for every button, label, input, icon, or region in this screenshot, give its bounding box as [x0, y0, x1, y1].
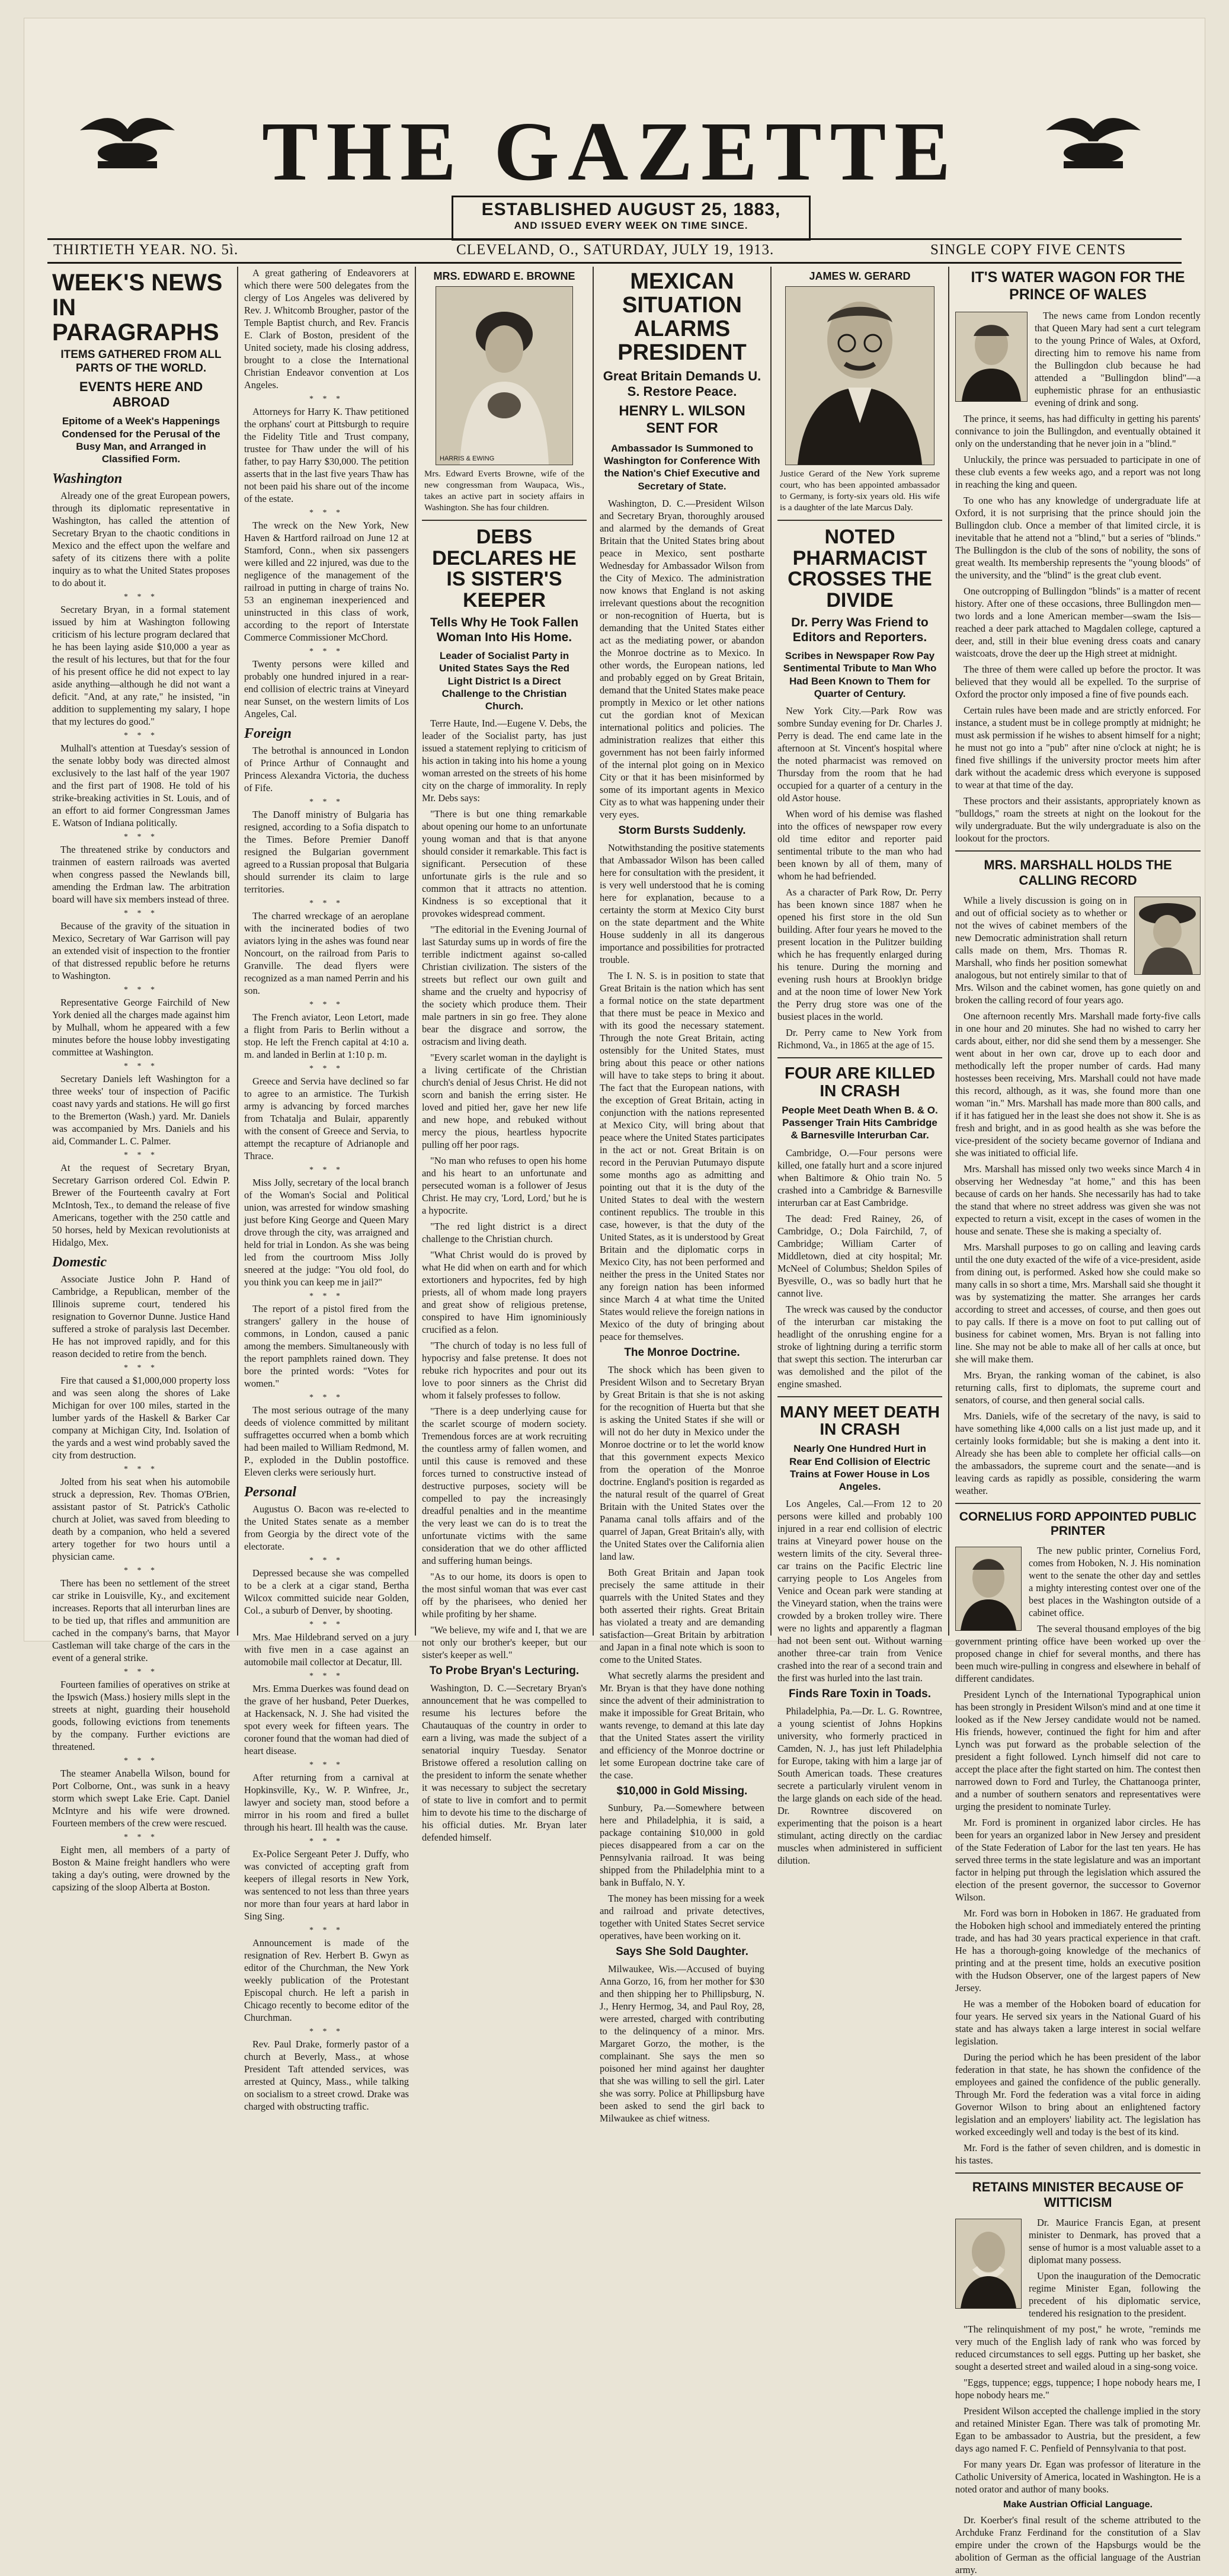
- article-paragraph: Associate Justice John P. Hand of Cambridge, a Republican, member of the Illinois supreme court, tendered his resignation to Governor Dunne. Justice Hand suffered a stroke of paralysis last December. He has not improved rapidly, and for this reason decided to retire from the bench.: [52, 1273, 230, 1360]
- portrait-name-gerard: JAMES W. GERARD: [809, 270, 911, 282]
- section-personal: Personal: [244, 1484, 297, 1500]
- woman-portrait-icon: [1135, 897, 1200, 974]
- column-3: [422, 267, 587, 1844]
- article-paragraph: New York City.—Park Row was sombre Sunday evening for Dr. Charles J. Perry is dead. The end came late in the afternoon at St. Vincent's hospital where the noted pharmacist was removed on Thursday from the room that he had occupied for a quarter of a century in the old Astor house.: [777, 705, 942, 804]
- article-paragraph: There has been no settlement of the street car strike in Louisville, Ky., and excitement increases. Reports that all interurban lines are to be tied up, that rifles and ammunition are cached in the company's barns, that Mayor Castleman will take charge of the cars in the event of a general strike.: [52, 1577, 230, 1664]
- article-paragraph: As a character of Park Row, Dr. Perry has been known since 1887 when he opened his first store in the old Sun building. After four years he moved to the present location in the Pulitzer building which he has frequently enlarged during his tenure. During the morning and evening rush hours at Brooklyn bridge and at the noon time of lower New York the Perry drug store was one of the busiest places in the world.: [777, 887, 942, 1023]
- subhead-events: EVENTS HERE AND ABROAD: [79, 379, 203, 409]
- article-paragraph: Cambridge, O.—Four persons were killed, one fatally hurt and a score injured when Baltimore & Ohio train No. 5 crashed into a Cambridge & Barnesville interurban car at East Cambridge.: [777, 1147, 942, 1208]
- deck-four-killed: People Meet Death When B. & O. Passenger Train Hits Cambridge & Barnesville Interurban Car.: [782, 1104, 938, 1141]
- eagle-emblem-icon: [77, 107, 178, 172]
- article-paragraph: Secretary Bryan, in a formal statement issued by him at Washington following criticism of his lecture program declared that he has been laying aside $10,000 a year as the result of his lectures, but that for the four of his present office he did not expect to lay aside anything—although he did not want a deficit. "And, at any rate," he insisted, "in addition to supplementing my salary, I hope that my lectures do good.": [52, 604, 230, 728]
- article-paragraph: "There is a deep underlying cause for the scarlet scourge of modern society. Tremendous forces are at work recruiting the countless army of fallen women, and until this cause is removed and these forces turned to constructive instead of destructive purposes, society will be compelled to pay the increasingly dreadful penalties and in the meantime the very least we can do is to treat the unfortunate victims with the same consideration that we do other afflicted and suffering human beings.: [422, 1406, 587, 1567]
- column-4: [600, 267, 764, 2124]
- article-paragraph: The betrothal is announced in London of Prince Arthur of Connaught and Princess Alexandra Victoria, the duchess of Fife.: [244, 745, 409, 793]
- article-paragraph: Depressed because she was compelled to be a clerk at a cigar stand, Bertha Wilcox committed suicide near Golden, Col., a suburb of Denver, by shooting.: [244, 1567, 409, 1616]
- article-paragraph: Certain rules have been made and are strictly enforced. For instance, a student must be in college promptly at midnight; he must ask permission if he wishes to absent himself for a night; he must not go into a "pub" after nine o'clock at night; he is fined five shillings if the university proctor meets him after dark without the academic dress which everyone is supposed to wear at that time of the day.: [955, 705, 1201, 791]
- subhead-storm: Storm Bursts Suddenly.: [618, 824, 746, 837]
- article-paragraph: Los Angeles, Cal.—From 12 to 20 persons were killed and probably 100 injured in a rear end collision of electric trains at Vineyard power house on the western limits of the city. Several three-car trains on the Pacific Electric line carrying people to Los Angeles from Venice and Ocean park were standing at the Vineyard station, when the trains were crowded by a broken trolley wire. There were no lights and apparently a flagman had not been sent out. Without warning another three-car train from Venice crashed into the rear of a second train and the first was hurled into the last train.: [777, 1498, 942, 1684]
- section-domestic: Domestic: [52, 1255, 107, 1271]
- issued-line: AND ISSUED EVERY WEEK ON TIME SINCE.: [514, 220, 748, 231]
- article-paragraph: Mrs. Mae Hildebrand served on a jury with five men in a case against an automobile mail collector at Decatur, Ill.: [244, 1631, 409, 1668]
- article-paragraph: Unluckily, the prince was persuaded to participate in one of these club events a few weeks ago, and a report was not long in reaching the king and queen.: [955, 454, 1201, 490]
- caption-gerard: Justice Gerard of the New York supreme court, who has been appointed ambassador to Germany, is forty-six years old. His wife is a daughter of the late Marcus Daly.: [780, 469, 940, 513]
- article-paragraph: "The editorial in the Evening Journal of last Saturday sums up in words of fire the terrible indictment against so-called Christian civilization. The sisters of the streets but reflect our own guilt and shame and the cruelty and hypocrisy of the society which produce them. Their male partners in sin go free. They alone bear the disgrace and sorrow, the ostracism and living death.: [422, 924, 587, 1048]
- article-paragraph: These proctors and their assistants, appropriately known as "bulldogs," roam the streets at night on the lookout for the wily undergraduate. But the wily undergraduate is also on the lookout for the proctors.: [955, 795, 1201, 844]
- article-paragraph: Philadelphia, Pa.—Dr. L. G. Rowntree, a young scientist of Johns Hopkins university, who formerly practiced in Camden, N. J., has just left Philadelphia for Europe, taking with him a large jar of South American toads. These creatures secrete a particularly virulent venom in the large glands on each side of the head. Dr. Rowntree discovered on experimenting that the poison is a heart stimulant, acting directly on the cardiac muscles when administered in sufficient dilution.: [777, 1705, 942, 1867]
- subhead-wilson-sent-for: HENRY L. WILSON SENT FOR: [619, 403, 745, 437]
- article-paragraph: The report of a pistol fired from the strangers' gallery in the house of commons, in London, caused a panic among the members. Simultaneously with the report pamphlets rained down. They bore the printed words: "Votes for women.": [244, 1303, 409, 1389]
- article-paragraph: Jolted from his seat when his automobile struck a depression, Rev. Thomas O'Brien, assistant pastor of St. Patrick's Catholic church at Joliet, was saved from bleeding to death by a companion, who held a severed artery together for two hours until a physician came.: [52, 1476, 230, 1563]
- article-paragraph: After returning from a carnival at Hopkinsville, Ky., W. P. Winfree, Jr., lawyer and society man, stood before a mirror in his room and fired a bullet through his heart. Ill health was the cause.: [244, 1772, 409, 1833]
- article-paragraph: Greece and Servia have declined so far to agree to an armistice. The Turkish army is advancing by forced marches from Tchatalja and Bulair, apparently with the consent of Greece and Servia, to attempt the recapture of Adrianople and Thrace.: [244, 1076, 409, 1161]
- article-paragraph: The several thousand employes of the big government printing office have been worked up over the proposed change in chief for several months, and there has been much wire-pulling in congress and elsewhere in behalf of different candidates.: [955, 1623, 1201, 1684]
- article-paragraph: Both Great Britain and Japan took precisely the same attitude in their quarrels with the United States and they both asserted their rights. Great Britain has violated a treaty and are demanding satisfaction—Great Britain by arbitration and Japan in a final note which is soon to come to the United States.: [600, 1566, 764, 1665]
- article-paragraph: One outcropping of Bullingdon "blinds" is a matter of recent history. After one of these occasions, three Bullingdon men—two lords and a lone American member—swam the Isis—reached a deer park attached to Magdalen college, captured a deer, and, still in their blue evening dress coats and canary waistcoats, drove the deer up the High street at midnight.: [955, 585, 1201, 659]
- article-paragraph: "The red light district is a direct challenge to the Christian church.: [422, 1221, 587, 1245]
- article-paragraph: Miss Jolly, secretary of the local branch of the Woman's Social and Political union, was arrested for window smashing just before King George and Queen Mary drove through the city, was arraigned and held for trial in London. As she was being led from the courtroom Miss Jolly sneered at the judge: "You old fool, do you think you can keep me in jail?": [244, 1177, 409, 1288]
- article-paragraph: At the request of Secretary Bryan, Secretary Garrison ordered Col. Edwin P. Brewer of the Fourteenth cavalry at Fort McIntosh, Tex., to demand the release of five Americans, together with the 250 cattle and 50 horses, held by Mexican revolutionists at Hidalgo, Mex.: [52, 1162, 230, 1249]
- article-paragraph: Secretary Daniels left Washington for a three weeks' tour of inspection of Pacific coast navy yards and stations. He will go first to the Bremerton (Wash.) yard. Mr. Daniels was accompanied by Mrs. Daniels and his aid, Commander L. C. Palmer.: [52, 1073, 230, 1147]
- portrait-gerard: [785, 286, 934, 465]
- newspaper-title: THE GAZETTE: [262, 104, 959, 198]
- article-paragraph: One afternoon recently Mrs. Marshall made forty-five calls in one hour and 20 minutes. She had no wished to carry her cards about, either, nor did she send them by a messenger. She went about in her own car, drove up to each door and methodically left the proper number of cards. Had many hostesses been receiving, Mrs. Marshall could not have made this record, although, as it was, she found more than one woman "in." Mrs. Marshall has made more than 800 calls, and if it has fatigued her in the least she does not show it. She is as fresh and bright, and in as good health as she was before the vice-president of the society became governor of Indiana and she was initiated to official life.: [955, 1010, 1201, 1159]
- article-paragraph: Mrs. Marshall purposes to go on calling and leaving cards until the one duty exacted of the wife of a vice-president, aside from dining out, is performed. Asked how she could make so many calls in so short a time, Mrs. Marshall said she thought it was by systematizing the matter. She arranges her cards according to street and accesses, of course, and then goes out to pay calls. If there is a move on foot to put calling out of business for cabinet women, Mrs. Bryan is not falling into line. She may not be able to make all of her calls at once, but she will make them.: [955, 1241, 1201, 1365]
- article-paragraph: To one who has any knowledge of undergraduate life at Oxford, it is not surprising that the prince should join the Bullingdon club. Once a member of that limited circle, it is inevitable that he attend not a "blind," but a series of "blinds." The Bullingdon is the club of the sons of nobility, the sons of great wealth. Its membership represents the "young bloods" of the university, and the "blind" is the great club event.: [955, 495, 1201, 581]
- article-paragraph: The shock which has been given to President Wilson and to Secretary Bryan by Great Britain is that she is not asking for the recognition of Huerta but that she is asking the United States if she will or will not do her duty in Mexico under the Monroe doctrine or to let the world know that this government expects Mexico from the operation of the Monroe doctrine. England's position is regarded as the natural result of the quarrel of Great Britain with the United States over the Panama canal tolls affairs and of the quarrel of Japan, Great Britain's ally, with the United States over the California alien land law.: [600, 1364, 764, 1562]
- article-paragraph: Already one of the great European powers, through its diplomatic representative in Washington, has called the attention of Secretary Bryan to the chaotic conditions in Mexico and the effect upon the welfare and safety of its citizens there with a polite inquiry as to what the United States proposes to do about it.: [52, 490, 230, 589]
- article-paragraph: "Every scarlet woman in the daylight is a living certificate of the Christian church's denial of Jesus Christ. He did not scorn and banish the erring sister. He loved and pitied her, gave her new life and new hope, and rebuked without mercy the pious, heartless hypocrite pulling off her poor rags.: [422, 1052, 587, 1151]
- article-paragraph: Dr. Maurice Francis Egan, at present minister to Denmark, has proved that a sense of humor is a most valuable asset to a diplomat many possess.: [1029, 2217, 1201, 2265]
- man-portrait-icon: [956, 1547, 1021, 1630]
- column-rule: [237, 267, 238, 1636]
- subhead-items: ITEMS GATHERED FROM ALL PARTS OF THE WORLD.: [60, 348, 222, 375]
- article-paragraph: The prince, it seems, has had difficulty in getting his parents' connivance to join the Bullingdon, and eventually obtained it only on the understanding that he never join in a "blind.": [955, 413, 1201, 449]
- section-washington: Washington: [52, 471, 123, 487]
- column-1: WEEK'S NEWS IN PARAGRAPHS ITEMS GATHERED FROM ALL PARTS OF THE WORLD. EVENTS HERE AND ABROAD Epitome of a Week's Happenings Condensed for the Perusal of the Busy Man, and Arranged in Classified Form. Washington Already one of the great European powers, through its diplomatic representative in Washington, has called the attention of Secretary Bryan to the chaotic conditions in Mexico and the effect upon the welfare and safety of its citizens there with a polite inquiry as to what the United States proposes to do about it. * * * Secretary Bryan, in a formal statement issued by him at Washington following criticism of his lecture program declared that he has been laying aside $10,000 a year as the result of his lectures, but that for the four of his present office he did not expect to lay aside anything—although he did not want a deficit. "And, at any rate," he insisted, "in addition to supplementing my salary, I hope that my lectures do good." * * * Mulhall's attention at Tuesday's session of the senate lobby body was directed almost exclusively to the last half of the year 1907 and the first part of 1908. He told of his strike-breaking activities in St. Louis, and of an effort to aid former Congressman James E. Watson of Indiana politically. * * * The threatened strike by conductors and trainmen of eastern railroads was averted when congress passed the Newlands bill, amending the Erdman law. The arbitration board will have six members instead of three. * * * Because of the gravity of the situation in Mexico, Secretary of War Garrison will pay an extended visit of inspection to the frontier of that distressed republic before he returns to Washington. * * * Representative George Fairchild of New York denied all the charges made against him by Mulhall, whom he appeared with a few minutes before the house lobby investigating committee at Washington. * * * Secretary Daniels left Washington for a three weeks' tour of inspection of Pacific coast navy yards and stations. He will go first to the Bremerton (Wash.) yard. Mr. Daniels was accompanied by Mrs. Daniels and his aid, Commander L. C. Palmer. * * * At the request of Secretary Bryan, Secretary Garrison ordered Col. Edwin P. Brewer of the Fourteenth cavalry at Fort McIntosh, Tex., to demand the release of five Americans, together with the 250 cattle and 50 horses, held by Mexican revolutionists at Hidalgo, Mex. Domestic Associate Justice John P. Hand of Cambridge, a Republican, member of the Illinois supreme court, tendered his resignation to Governor Dunne. Justice Hand suffered a stroke of paralysis last December. He has not improved rapidly, and for this reason decided to retire from the bench. * * * Fire that caused a $1,000,000 property loss and was seen along the shores of Lake Michigan for over 100 miles, started in the lumber yards of the Haskell & Barker Car company at Michigan City, Ind. Isolation of the yards and a west wind probably saved the city from destruction. * * * Jolted from his seat when his automobile struck a depression, Rev. Thomas O'Brien, assistant pastor of St. Patrick's Catholic church at Joliet, was saved from bleeding to death by a companion, who held a severed artery together for two hours until a physician came. * * * There has been no settlement of the street car strike in Louisville, Ky., and excitement increases. Reports that all interurban lines are to be tied up, that rifles and ammunition are cached in the company's barns, that Mayor Castleman will take charge of the cars in the event of a general strike. * * * Fourteen families of operatives on strike at the Ipswich (Mass.) hosiery mills slept in the streets at night, guarding their household goods, following evictions from tenements by the company. Further evictions are threatened. * * * The steamer Anabella Wilson, bound for Port Colborne, Ont., was sunk in a heavy storm which swept Lake Erie. Capt. Daniel McIntyre and his wife were drowned. Fourteen members of the crew were rescued. * * * Eight men, all members of a party of Boston & Maine freight handlers who were taking a day's outing, were drowned by the capsizing of the sloop Alberta at Boston.: [52, 270, 230, 1893]
- article-paragraph: "No man who refuses to open his home and his heart to an unfortunate and persecuted woman is a follower of Jesus Christ. He may cry, 'Lord, Lord,' but he is a hypocrite.: [422, 1155, 587, 1217]
- article-paragraph: Mrs. Bryan, the ranking woman of the cabinet, is also returning calls, first to diplomats, the supreme court and senators, of course, and then general social calls.: [955, 1369, 1201, 1406]
- column-rule: [770, 267, 772, 1636]
- year-number: THIRTIETH YEAR. NO. 5ì.: [53, 242, 239, 258]
- deck-perry: Scribes in Newspaper Row Pay Sentimental Tribute to Man Who Had Been Known to Them for Quarter of Century.: [783, 650, 937, 699]
- portrait-ford: [955, 1547, 1022, 1631]
- article-paragraph: Upon the inauguration of the Democratic regime Minister Egan, following the precedent of his diplomatic service, tendered his resignation to the president.: [1029, 2270, 1201, 2319]
- deck-many-meet-death: Nearly One Hundred Hurt in Rear End Collision of Electric Trains at Fower House in Los Angeles.: [789, 1443, 931, 1493]
- portrait-egan: [955, 2219, 1022, 2309]
- woman-portrait-icon: [436, 287, 572, 465]
- subhead-sold-daughter: Says She Sold Daughter.: [616, 1945, 748, 1959]
- subhead-gold-missing: $10,000 in Gold Missing.: [616, 1784, 748, 1797]
- article-paragraph: The wreck was caused by the conductor of the interurban car mistaking the headlight of the onrushing engine for a stroke of lightning during a terrific storm that swept this section. The interurban car was demolished and the pilot of the engine smashed.: [777, 1303, 942, 1390]
- subhead-perry: Dr. Perry Was Friend to Editors and Reporters.: [791, 615, 929, 644]
- man-portrait-icon: [956, 312, 1027, 401]
- deck-debs: Leader of Socialist Party in United States Says the Red Light District Is a Direct Challenge to the Christian Church.: [439, 650, 570, 712]
- deck-ambassador: Ambassador Is Summoned to Washington for Conference With the Nation's Chief Executive and Secretary of State.: [604, 442, 760, 492]
- article-paragraph: When word of his demise was flashed into the offices of newspaper row every old time editor and reporter paid sentimental tribute to the man who had been known by all of them, many of whom he had befriended.: [777, 808, 942, 882]
- man-portrait-icon: [956, 2219, 1021, 2308]
- portrait-marshall: [1134, 897, 1201, 975]
- subhead-debs: Tells Why He Took Fallen Woman Into His Home.: [430, 615, 579, 644]
- article-paragraph: The wreck on the New York, New Haven & Hartford railroad on June 12 at Stamford, Conn., when six passengers were killed and 22 injured, was due to the negligence of the management of the railroad in putting in charge of trains No. 53 an engineman inexperienced and uninstructed in this class of work, according to the report of Interstate Commerce Commissioner McChord.: [244, 520, 409, 643]
- subhead-toxin: Finds Rare Toxin in Toads.: [789, 1688, 931, 1701]
- headline-pharmacist: NOTED PHARMACIST CROSSES THE DIVIDE: [788, 526, 932, 612]
- article-paragraph: The I. N. S. is in position to state that Great Britain is the nation which has sent a formal notice on the state department that there must be peace in Mexico and with its good the necessary statement. Through the note Great Britain, acting ostensibly for the United States, must bring about this peace or other nations will have to take steps to bring it about. The fact that the European nations, with the exception of Great Britain, acting in conjunction with the nations represented at Mexico City, will bring about that peace where the United States participates in the act or not. Great Britain is on record in the Peruvian Putumayo dispute some months ago as admitting and pointing out that it is the duty of the United States to deal with the western continent republics. The trouble in this case, however, is that the duty of the United States, as it is understood by Great Britain and the diplomatic corps in Mexico City, has not been performed and neither the press in the United States nor any foreign nation has been informed since March 4 at what time the United States would relieve the foreign nations in Mexico of the duty of bringing about peace for themselves.: [600, 969, 764, 1342]
- article-paragraph: Mrs. Daniels, wife of the secretary of the navy, is said to have something like 4,000 calls on a list just made up, and it certainly looks formidable; but she is making a dent into it. Already she has been able to complete her official calls—on the ambassadors, the supreme court and the senate—and is leaving cards as rapidly as possible, considering the warm weather.: [955, 1410, 1201, 1496]
- article-paragraph: The charred wreckage of an aeroplane with the incinerated bodies of two aviators lying in the ashes was found near Noncourt, on the railroad from Paris to Granville. The dead flyers were recognized as a man named Perrin and his son.: [244, 910, 409, 996]
- article-paragraph: "We believe, my wife and I, that we are not only our brother's keeper, but our sister's keeper as well.": [422, 1624, 587, 1661]
- article-paragraph: "Eggs, tuppence; eggs, tuppence; I hope nobody hears me, I hope nobody hears me.": [955, 2377, 1201, 2401]
- section-foreign: Foreign: [244, 726, 292, 741]
- article-paragraph: The most serious outrage of the many deeds of violence committed by militant suffragettes occurred when a bomb which had been mailed to William Redmond, M. P., exploded in the Dublin postoffice. Eleven clerks were seriously hurt.: [244, 1404, 409, 1478]
- column-5: [777, 267, 942, 1867]
- article-paragraph: Mr. Ford is the father of seven children, and is domestic in his tastes.: [955, 2142, 1201, 2166]
- article-paragraph: While a lively discussion is going on in and out of official society as to whether or not the wives of cabinet members of the new Democratic administration shall return calls made on them, Mrs. Thomas R. Marshall, who finds her position somewhat analogous, but not entirely similar to that of Mrs. Wilson and the cabinet women, has gone quietly on and broken the calling record of four years ago.: [955, 895, 1201, 1006]
- article-paragraph: "The relinquishment of my post," he wrote, "reminds me very much of the English lady of rank who was forced by reduced circumstances to sell eggs. Putting up her basket, she sought a deserted street and wailed aloud in a sing-song voice.: [955, 2324, 1201, 2372]
- column-6: [955, 267, 1201, 2576]
- article-paragraph: Eight men, all members of a party of Boston & Maine freight handlers who were taking a day's outing, were drowned by the capsizing of the sloop Alberta at Boston.: [52, 1844, 230, 1893]
- article-paragraph: The three of them were called up before the proctor. It was believed that they would all be expelled. To the surprise of Oxford the proctor only imposed a fine of five pounds each.: [955, 664, 1201, 700]
- article-paragraph: The French aviator, Leon Letort, made a flight from Paris to Berlin without a stop. He left the French capital at 4:10 a. m. and landed in Berlin at 1:10 p. m.: [244, 1012, 409, 1060]
- article-paragraph: Announcement is made of the resignation of Rev. Herbert B. Gwyn as editor of the Churchman, the New York weekly publication of the Protestant Episcopal church. He left a parish in Chicago recently to become editor of the Churchman.: [244, 1937, 409, 2023]
- article-paragraph: Fourteen families of operatives on strike at the Ipswich (Mass.) hosiery mills slept in the streets at night, guarding their household goods, following evictions from tenements by the company. Further evictions are threatened.: [52, 1679, 230, 1753]
- article-paragraph: Mrs. Emma Duerkes was found dead on the grave of her husband, Peter Duerkes, at Hackensack, N. J. She had visited the spot every week for fifteen years. The coroner found that the woman had died of heart disease.: [244, 1683, 409, 1756]
- established-line: ESTABLISHED AUGUST 25, 1883,: [481, 200, 781, 219]
- article-paragraph: The money has been missing for a week and railroad and private detectives, together with United States Secret service operatives, have been working on it.: [600, 1893, 764, 1942]
- masthead: [24, 18, 1205, 231]
- eagle-emblem-icon: [1043, 107, 1144, 172]
- place-date: CLEVELAND, O., SATURDAY, JULY 19, 1913.: [456, 242, 774, 258]
- article-paragraph: Augustus O. Bacon was re-elected to the United States senate as a member from Georgia by the direct vote of the electorate.: [244, 1503, 409, 1552]
- headline-four-killed: FOUR ARE KILLED IN CRASH: [784, 1064, 936, 1100]
- article-paragraph: Mulhall's attention at Tuesday's session of the senate lobby body was directed almost exclusively to the last half of the year 1907 and the first part of 1908. He told of his strike-breaking activities in St. Louis, and of an effort to aid former Congressman James E. Watson of Indiana politically.: [52, 743, 230, 829]
- article-paragraph: Mr. Ford was born in Hoboken in 1867. He graduated from the Hoboken high school and immediately entered the printing trade, and has had 30 years practical experience in that craft. He has a thorough-going knowledge of the mechanics of printing and at the present time, holds an executive position with the Hudson Observer, one of the largest papers of New Jersey.: [955, 1908, 1201, 1993]
- established-box: [452, 196, 811, 241]
- subhead-great-britain: Great Britain Demands U. S. Restore Peace.: [603, 368, 761, 399]
- portrait-prince: [955, 312, 1028, 402]
- column-2: A great gathering of Endeavorers at which there were 500 delegates from the clergy of Los Angeles was delivered by Rev. J. Whitcomb Brougher, pastor of the Temple Baptist church, and Rev. Francis E. Clark of Boston, president of the United society, made his closing address, brought to a close the International Christian Endeavor convention at Los Angeles. * * * Attorneys for Harry K. Thaw petitioned the orphans' court at Pittsburgh to require the Fidelity Title and Trust company, trustee for Thaw under the will of his father, to pay Harry $30,000. The petition asserts that in the last five years Thaw has not been paid his share out of the income of the estate. * * * The wreck on the New York, New Haven & Hartford railroad on June 12 at Stamford, Conn., when six passengers were killed and 22 injured, was due to the negligence of the management of the railroad in putting in charge of trains No. 53 an engineman inexperienced and uninstructed in this class of work, according to the report of Interstate Commerce Commissioner McChord. * * * Twenty persons were killed and probably one hundred injured in a rear-end collision of electric trains at Vineyard near Sunset, on the western limits of Los Angeles, Cal. Foreign The betrothal is announced in London of Prince Arthur of Connaught and Princess Alexandra Victoria, the duchess of Fife. * * * The Danoff ministry of Bulgaria has resigned, according to a Sofia dispatch to the Times. Before Premier Danoff resigned the Bulgarian government agreed to a Russian proposal that Bulgaria should surrender its claim to large territories. * * * The charred wreckage of an aeroplane with the incinerated bodies of two aviators lying in the ashes was found near Noncourt, on the railroad from Paris to Granville. The dead flyers were recognized as a man named Perrin and his son. * * * The French aviator, Leon Letort, made a flight from Paris to Berlin without a stop. He left the French capital at 4:10 a. m. and landed in Berlin at 1:10 p. m. * * * Greece and Servia have declined so far to agree to an armistice. The Turkish army is advancing by forced marches from Tchatalja and Bulair, apparently with the consent of Greece and Servia, to attempt the recapture of Adrianople and Thrace. * * * Miss Jolly, secretary of the local branch of the Woman's Social and Political union, was arrested for window smashing just before King George and Queen Mary drove through the city, was arraigned and held for trial in London. As she was being led from the courtroom Miss Jolly sneered at the judge: "You old fool, do you think you can keep me in jail?" * * * The report of a pistol fired from the strangers' gallery in the house of commons, in London, caused a panic among the members. Simultaneously with the report pamphlets rained down. They bore the printed words: "Votes for women." * * * The most serious outrage of the many deeds of violence committed by militant suffragettes occurred when a bomb which had been mailed to William Redmond, M. P., exploded in the Dublin postoffice. Eleven clerks were seriously hurt. Personal Augustus O. Bacon was re-elected to the United States senate as a member from Georgia by the direct vote of the electorate. * * * Depressed because she was compelled to be a clerk at a cigar stand, Bertha Wilcox committed suicide near Golden, Col., a suburb of Denver, by shooting. * * * Mrs. Mae Hildebrand served on a jury with five men in a case against an automobile mail collector at Decatur, Ill. * * * Mrs. Emma Duerkes was found dead on the grave of her husband, Peter Duerkes, at Hackensack, N. J. She had visited the spot every week for fifteen years. The coroner found that the woman had died of heart disease. * * * After returning from a carnival at Hopkinsville, Ky., W. P. Winfree, Jr., lawyer and society man, stood before a mirror in his room and fired a bullet through his heart. Ill health was the cause. * * * Ex-Police Sergeant Peter J. Duffy, who was convicted of accepting graft from keepers of illegal resorts in New York, was sentenced to not less than three years nor more than four years at hard labor in Sing Sing. * * * Announcement is made of the resignation of Rev. Herbert B. Gwyn as editor of the Churchman, the New York weekly publication of the Protestant Episcopal church. He left a parish in Chicago recently to become editor of the Churchman. * * * Rev. Paul Drake, formerly pastor of a church at Beverly, Mass., at whose President Taft attended services, was arrested at Quincy, Mass., while talking on socialism to a street crowd. Drake was charged with obstructing traffic.: [244, 267, 409, 2112]
- column-rule: [593, 267, 594, 1636]
- article-paragraph: "The church of today is no less full of hypocrisy and false pretense. It does not rebuke rich hypocrites and pour out its love to poor sinners as the Christ did whom it falsely professes to follow.: [422, 1340, 587, 1401]
- headline-debs: DEBS DECLARES HE IS SISTER'S KEEPER: [432, 526, 577, 612]
- deck-epitome: Epitome of a Week's Happenings Condensed for the Perusal of the Busy Man, and Arranged in Classified Form.: [62, 415, 220, 465]
- headline-retains-minister: RETAINS MINISTER BECAUSE OF WITTICISM: [972, 2180, 1184, 2210]
- headline-mrs-marshall: MRS. MARSHALL HOLDS THE CALLING RECORD: [984, 857, 1172, 888]
- article-paragraph: Mr. Ford is prominent in organized labor circles. He has been for years an organized labor in New Jersey and president of the State Federation of Labor for the last ten years. He has served three terms in the state legislature and was an important factor in helping put through the legislation which assured the election of the present governor, the successor to Governor Wilson.: [955, 1817, 1201, 1903]
- masthead-rule-bottom: [47, 262, 1182, 264]
- price: SINGLE COPY FIVE CENTS: [930, 242, 1126, 258]
- article-paragraph: Milwaukee, Wis.—Accused of buying Anna Gorzo, 16, from her mother for $30 and then shipping her to Phillipsburg, N. J., Henry Hermog, 34, and Paul Roy, 28, were arrested, charged with contributing to the delinquency of a minor. Mrs. Margaret Gorzo, the mother, is the complainant. She says the men so poisoned her mind against her daughter that she was willing to sell the girl. Later she was sorry. Police at Phillipsburg have been asked to send the girl back to Milwaukee as chief witness.: [600, 1963, 764, 2124]
- article-paragraph: For many years Dr. Egan was professor of literature in the Catholic University of America, located in Washington. He is a noted orator and author of many books.: [955, 2459, 1201, 2495]
- article-paragraph: Attorneys for Harry K. Thaw petitioned the orphans' court at Pittsburgh to require the Fidelity Title and Trust company, trustee for Thaw under the will of his father, to pay Harry $30,000. The petition asserts that in the last five years Thaw has not been paid his share out of the income of the estate.: [244, 406, 409, 504]
- photo-credit: HARRIS & EWING: [440, 455, 495, 462]
- article-paragraph: What secretly alarms the president and Mr. Bryan is that they have done nothing since the advent of their administration to make it impossible for Great Britain, who wants revenge, to demand at this late day that the United States assert the virility and efficiency of the Monroe doctrine or let some European doctrine take care of the case.: [600, 1669, 764, 1781]
- article-paragraph: The dead: Fred Rainey, 26, of Cambridge, O.; Dola Fairchild, 7, of Cambridge; William Carter of Middletown, died at city hospital; Mr. McNeel of Columbus; Sheldon Spiles of Byesville, O., was so badly hurt that he cannot live.: [777, 1212, 942, 1299]
- portrait-browne: [436, 286, 573, 465]
- headline-mexican-situation: MEXICAN SITUATION ALARMS PRESIDENT: [617, 269, 747, 365]
- article-paragraph: Rev. Paul Drake, formerly pastor of a church at Beverly, Mass., at whose President Taft attended services, was arrested at Quincy, Mass., while talking on socialism to a street crowd. Drake was charged with obstructing traffic.: [244, 2039, 409, 2112]
- subhead-bryan-lecturing: To Probe Bryan's Lecturing.: [429, 1665, 580, 1678]
- article-paragraph: Sunbury, Pa.—Somewhere between here and Philadelphia, it is said, a package containing $10,000 in gold pieces disappeared from a car on the Pennsylvania railroad. It was being shipped from the Philadelphia mint to a bank in Buffalo, N. Y.: [600, 1802, 764, 1889]
- article-paragraph: Mrs. Marshall has missed only two weeks since March 4 in observing her Wednesday "at home," and this has been because of cards on her hands. She necessarily has had to take the stand that where no street address was given she was not expected to return a visit, except in the cases of women in the house and senate. These she is making a specialty of.: [955, 1163, 1201, 1237]
- article-paragraph: Because of the gravity of the situation in Mexico, Secretary of War Garrison will pay an extended visit of inspection to the frontier of that distressed republic before he returns to Washington.: [52, 920, 230, 982]
- dateline: [47, 242, 1182, 262]
- article-paragraph: Ex-Police Sergeant Peter J. Duffy, who was convicted of accepting graft from keepers of illegal resorts in New York, was sentenced to not less than three years nor more than four years at hard labor in Sing Sing.: [244, 1848, 409, 1922]
- headline-prince-of-wales: IT'S WATER WAGON FOR THE PRINCE OF WALES: [971, 269, 1185, 303]
- masthead-rule-top: [47, 238, 1182, 240]
- headline-many-meet-death: MANY MEET DEATH IN CRASH: [780, 1402, 940, 1439]
- article-paragraph: Dr. Perry came to New York from Richmond, Va., in 1865 at the age of 15.: [777, 1027, 942, 1051]
- column-rule: [948, 267, 949, 1636]
- article-paragraph: A great gathering of Endeavorers at which there were 500 delegates from the clergy of Los Angeles was delivered by Rev. J. Whitcomb Brougher, pastor of the Temple Baptist church, and Rev. Francis E. Clark of Boston, president of the United society, made his closing address, brought to a close the International Christian Endeavor convention at Los Angeles.: [244, 267, 409, 391]
- article-paragraph: "What Christ would do is proved by what He did when on earth and for which extortioners and hypocrites, fed by high priests, all of whom made long prayers and great show of religious pretense, conspired to have Him ignominiously crucified as a felon.: [422, 1249, 587, 1336]
- article-paragraph: Notwithstanding the positive statements that Ambassador Wilson has been called here for consultation with the president, it is very well understood that he is coming here for explanation, because to a certainty the storm at Mexico City burst on the state department and the White House suddenly in all its dangerous importance and possibilities for protracted trouble.: [600, 841, 764, 965]
- newspaper-page: [24, 18, 1205, 2576]
- headline-cornelius-ford: CORNELIUS FORD APPOINTED PUBLIC PRINTER: [959, 1510, 1197, 1538]
- article-paragraph: Fire that caused a $1,000,000 property loss and was seen along the shores of Lake Michigan for over 100 miles, started in the lumber yards of the Haskell & Barker Car company at Michigan City, Ind. Isolation of the yards and a west wind probably saved the city from destruction.: [52, 1375, 230, 1461]
- article-paragraph: President Lynch of the International Typographical union has been strongly in President Wilson's mind and at one time it looked as if the New Jersey candidate would not be named. His friends, however, continued the fight for him and after Lynch was put forward as the probable selection of the president a fight followed. Lynch himself did not care to accept the place after the fight started on him. The contest then narrowed down to Ford and Turley, the Chattanooga printer, and a number of southern senators and representatives were urging the president to nominate Turley.: [955, 1689, 1201, 1812]
- article-paragraph: "There is but one thing remarkable about opening our home to an unfortunate young woman and that is that anyone should consider it remarkable. This fact is significant. Persecution of these unfortunate girls is the rule and so common that it attracts no attention. Kindness is so exceptional that it provokes widespread comment.: [422, 808, 587, 920]
- article-paragraph: The steamer Anabella Wilson, bound for Port Colborne, Ont., was sunk in a heavy storm which swept Lake Erie. Capt. Daniel McIntyre and his wife were drowned. Fourteen members of the crew were rescued.: [52, 1768, 230, 1829]
- article-paragraph: Terre Haute, Ind.—Eugene V. Debs, the leader of the Socialist party, has just issued a statement replying to criticism of his action in taking into his home a young woman arrested on the streets of his home city on the charge of immorality. In reply Mr. Debs says:: [422, 718, 587, 804]
- man-portrait-icon: [786, 287, 934, 465]
- portrait-name-browne: MRS. EDWARD E. BROWNE: [433, 270, 575, 282]
- article-paragraph: The new public printer, Cornelius Ford, comes from Hoboken, N. J. His nomination went to the senate the other day and settles a mighty interesting contest over one of the best places in the Washington outside of a cabinet office.: [1029, 1545, 1201, 1618]
- article-paragraph: Washington, D. C.—President Wilson and Secretary Bryan, thoroughly aroused and alarmed by the demands of Great Britain that the United States bring about peace in Mexico, sent postharte Wednesday for Ambassador Wilson from the City of Mexico. The administration now knows that England is not asking irrelevant questions about the recognition or non-recognition of Huerta, but is demanding that the United States either act as the mediating power, or abandon the Monroe doctrine as to Mexico. In other words, the European nations, led and probably egged on by Great Britain, demand that the United States make peace promptly in Mexico or let other nations cut the gordian knot of Mexican international politics and policies. The administration realizes that either this government has not been fairly informed of the internal plot going on in Mexico City or that it has been misinformed by some of its important agents in Mexico City as to what was happening under their very eyes.: [600, 497, 764, 820]
- article-paragraph: Dr. Koerber's final result of the scheme attributed to the Archduke Franz Ferdinand for the constitution of a Slav empire under the crown of the Hapsburgs would be the abolition of German as the official language of the Austrian army.: [955, 2514, 1201, 2576]
- article-paragraph: During the period which he has been president of the labor federation in that state, he has shown the confidence of the employees and gained the confidence of the public generally. Through Mr. Ford the federation was a vital force in aiding Governor Wilson to bring about an enlightened factory legislation and an employers' liability act. The legislation has worked exceedingly well and today is the best of its kind.: [955, 2052, 1201, 2137]
- article-paragraph: Washington, D. C.—Secretary Bryan's announcement that he was compelled to resume his lectures before the Chautauquas of the country in order to earn a living, was made the subject of a senatorial inquiry Tuesday. Senator Bristowe offered a resolution calling on the president to inform the senate whether it was necessary to subject the secretary of state to live in comfort and to permit him to devote his time to the discharge of his official duties. Mr. Bryan later defended himself.: [422, 1682, 587, 1844]
- article-paragraph: The Danoff ministry of Bulgaria has resigned, according to a Sofia dispatch to the Times. Before Premier Danoff resigned the Bulgarian government agreed to a Russian proposal that Bulgaria should surrender its claim to large territories.: [244, 809, 409, 895]
- subhead-austrian-language: Make Austrian Official Language.: [1003, 2500, 1153, 2510]
- article-paragraph: Representative George Fairchild of New York denied all the charges made against him by Mulhall, whom he appeared with a few minutes before the house lobby investigating committee at Washington.: [52, 997, 230, 1058]
- article-paragraph: The news came from London recently that Queen Mary had sent a curt telegram to the young Prince of Wales, at Oxford, directing him to remove his name from the Bullingdon club because he had attended a "Bullingdon blind"—a euphemistic phrase for an enthusiastic evening of drink and song.: [1035, 310, 1201, 408]
- article-paragraph: The threatened strike by conductors and trainmen of eastern railroads was averted when congress passed the Newlands bill, amending the Erdman law. The arbitration board will have six members instead of three.: [52, 844, 230, 905]
- column-rule: [415, 267, 416, 1636]
- caption-browne: Mrs. Edward Everts Browne, wife of the new congressman from Waupaca, Wis., takes an active part in society affairs in Washington. She has four children.: [424, 469, 584, 513]
- article-paragraph: President Wilson accepted the challenge implied in the story and retained Minister Egan. There was talk of promoting Mr. Egan to be ambassador to Austria, but the president, a few days ago named F. C. Penfield of Pennsylvania to that post.: [955, 2405, 1201, 2454]
- headline-weeks-news: WEEK'S NEWS IN PARAGRAPHS: [52, 270, 223, 345]
- article-paragraph: "As to our home, its doors is open to the most sinful woman that was ever cast off by the pharisees, who denied her while profiting by her shame.: [422, 1571, 587, 1620]
- article-paragraph: He was a member of the Hoboken board of education for four years. He served six years in the National Guard of his state and has always taken a large interest in social welfare legislation.: [955, 1998, 1201, 2047]
- article-paragraph: Twenty persons were killed and probably one hundred injured in a rear-end collision of electric trains at Vineyard near Sunset, on the western limits of Los Angeles, Cal.: [244, 658, 409, 719]
- subhead-monroe: The Monroe Doctrine.: [624, 1346, 740, 1359]
